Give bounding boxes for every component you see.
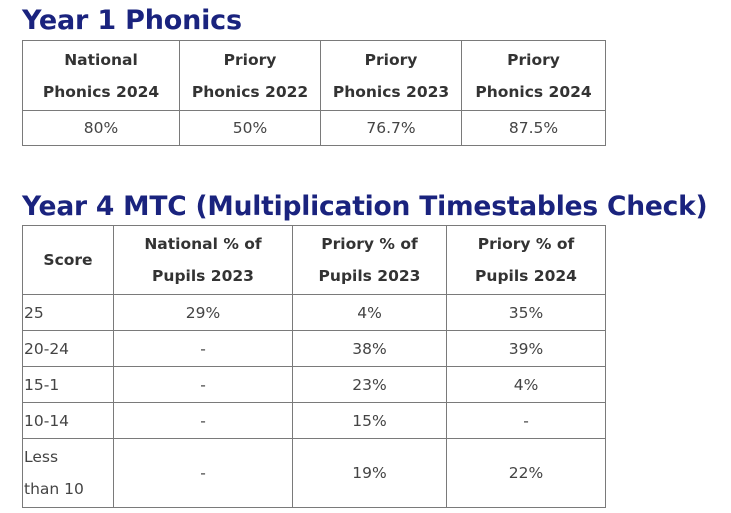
priory-2023-cell: 19% [293, 439, 447, 508]
header-line: Phonics 2024 [42, 82, 160, 101]
year4-mtc-table [22, 225, 606, 508]
header-line: Priory [507, 50, 560, 69]
priory-2023-cell: 4% [293, 295, 447, 331]
value-priory-phonics-2023: 76.7% [321, 111, 462, 146]
priory-2023-cell: 15% [293, 403, 447, 439]
year1-phonics-table [22, 40, 606, 146]
national-cell: 29% [114, 295, 293, 331]
national-cell: - [114, 367, 293, 403]
header-line: Phonics 2024 [475, 82, 592, 101]
score-cell: 10-14 [23, 403, 114, 439]
header-priory-phonics-2022 [180, 41, 321, 111]
value-priory-phonics-2024: 87.5% [462, 111, 606, 146]
year1-phonics-heading: Year 1 Phonics [22, 5, 242, 36]
score-cell: 20-24 [23, 331, 114, 367]
priory-2024-cell: 35% [447, 295, 606, 331]
table-row [23, 111, 606, 146]
header-line: Phonics 2023 [332, 82, 450, 101]
table-header-row [23, 41, 606, 111]
header-priory-pct-2023 [293, 226, 447, 295]
header-line: Pupils 2023 [318, 267, 421, 285]
header-line: Priory [223, 50, 277, 69]
header-line: Priory % of [477, 235, 575, 253]
header-priory-phonics-2023 [321, 41, 462, 111]
score-cell: 25 [23, 295, 114, 331]
priory-2023-cell: 23% [293, 367, 447, 403]
header-priory-phonics-2024 [462, 41, 606, 111]
value-priory-phonics-2022: 50% [180, 111, 321, 146]
header-line: National % of [144, 235, 262, 253]
priory-2023-cell: 38% [293, 331, 447, 367]
header-line: Priory [364, 50, 418, 69]
header-line: Priory % of [321, 235, 418, 253]
priory-2024-cell: 39% [447, 331, 606, 367]
table-header-row [23, 226, 606, 295]
year4-mtc-heading: Year 4 MTC (Multiplication Timestables Check) [22, 191, 708, 222]
table-row [23, 331, 606, 367]
score-cell [23, 439, 114, 508]
header-line: National [64, 50, 138, 69]
header-priory-pct-2024 [447, 226, 606, 295]
header-national-pct-2023 [114, 226, 293, 295]
national-cell: - [114, 331, 293, 367]
table-row [23, 439, 606, 508]
score-line: than 10 [24, 480, 84, 498]
national-cell: - [114, 439, 293, 508]
header-score: Score [23, 226, 114, 295]
header-national-phonics-2024 [23, 41, 180, 111]
table-row [23, 403, 606, 439]
score-cell: 15-1 [23, 367, 114, 403]
header-line: Pupils 2023 [152, 267, 254, 285]
national-cell: - [114, 403, 293, 439]
header-line: Phonics 2022 [191, 82, 309, 101]
value-national-phonics-2024: 80% [23, 111, 180, 146]
table-row [23, 367, 606, 403]
priory-2024-cell: 4% [447, 367, 606, 403]
priory-2024-cell: 22% [447, 439, 606, 508]
table-row [23, 295, 606, 331]
header-line: Pupils 2024 [475, 267, 577, 285]
score-line: Less [24, 448, 59, 466]
priory-2024-cell: - [447, 403, 606, 439]
